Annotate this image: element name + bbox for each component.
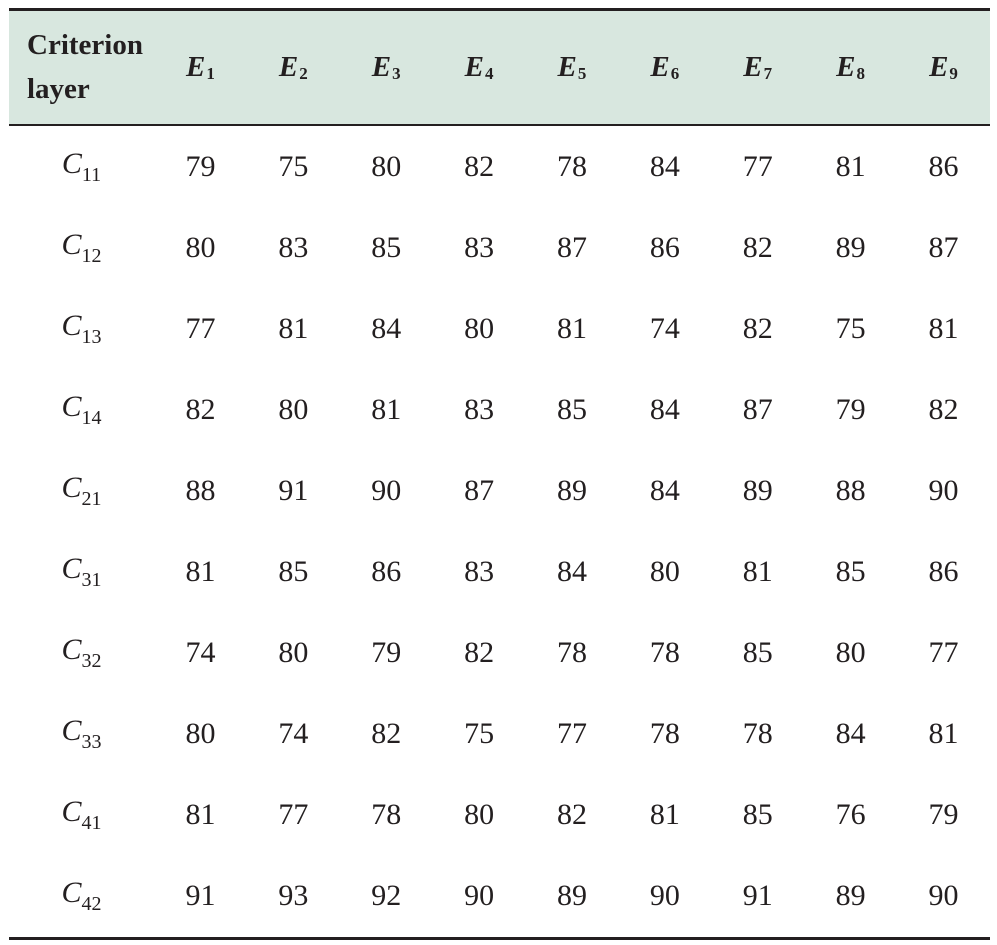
criterion-letter: C bbox=[61, 552, 82, 585]
expert-header-subscript: 7 bbox=[763, 63, 773, 83]
expert-header-letter: E bbox=[743, 50, 763, 83]
score-cell: 77 bbox=[742, 149, 773, 183]
criterion-label-cell bbox=[9, 208, 154, 289]
criterion-layer-header bbox=[9, 10, 154, 125]
expert-header-subscript: 9 bbox=[949, 63, 958, 83]
score-cell: 82 bbox=[556, 798, 587, 831]
score-cell: 84 bbox=[649, 393, 680, 426]
score-cell: 79 bbox=[928, 798, 959, 831]
expert-header-e4 bbox=[433, 10, 526, 125]
score-cell: 82 bbox=[371, 717, 402, 750]
score-cell: 90 bbox=[649, 879, 680, 912]
score-cell: 80 bbox=[464, 798, 495, 831]
expert-header-letter: E bbox=[278, 50, 299, 83]
expert-header-e5 bbox=[526, 10, 619, 125]
score-cell: 84 bbox=[649, 149, 680, 183]
expert-header-letter: E bbox=[186, 50, 206, 83]
expert-header-letter: E bbox=[557, 50, 577, 83]
score-cell: 92 bbox=[371, 879, 402, 912]
expert-score-table bbox=[9, 8, 990, 940]
criterion-label-cell bbox=[9, 532, 154, 613]
score-cell: 79 bbox=[185, 149, 216, 183]
score-cell: 90 bbox=[464, 879, 495, 912]
score-cell: 86 bbox=[928, 555, 959, 588]
expert-header-e6 bbox=[618, 10, 711, 125]
expert-header-letter: E bbox=[836, 50, 856, 83]
score-cell: 87 bbox=[464, 474, 495, 507]
criterion-letter: C bbox=[61, 471, 82, 504]
criterion-letter: C bbox=[61, 146, 82, 180]
criterion-subscript: 11 bbox=[81, 163, 102, 186]
criterion-header-line1: Criterion bbox=[27, 29, 143, 62]
score-cell: 77 bbox=[278, 798, 309, 831]
score-cell: 81 bbox=[185, 555, 216, 588]
table-body bbox=[9, 125, 990, 939]
expert-header-letter: E bbox=[464, 50, 484, 83]
score-cell: 77 bbox=[185, 312, 216, 345]
expert-header-subscript: 5 bbox=[577, 63, 587, 83]
score-cell: 85 bbox=[556, 393, 587, 426]
table-row bbox=[9, 125, 990, 208]
expert-header-subscript: 2 bbox=[299, 63, 308, 83]
table-row bbox=[9, 451, 990, 532]
criterion-label-cell bbox=[9, 775, 154, 856]
score-cell: 91 bbox=[742, 879, 773, 912]
expert-header-letter: E bbox=[371, 50, 392, 83]
criterion-subscript: 12 bbox=[81, 245, 102, 267]
criterion-subscript: 14 bbox=[81, 407, 102, 429]
score-cell: 82 bbox=[928, 393, 959, 426]
score-cell: 81 bbox=[185, 798, 216, 831]
score-cell: 82 bbox=[742, 312, 773, 345]
criterion-letter: C bbox=[61, 714, 82, 747]
score-cell: 77 bbox=[556, 717, 587, 750]
score-cell: 80 bbox=[278, 636, 309, 669]
score-cell: 84 bbox=[649, 474, 680, 507]
score-cell: 88 bbox=[185, 474, 216, 507]
score-cell: 88 bbox=[835, 474, 866, 507]
criterion-subscript: 42 bbox=[81, 893, 102, 915]
score-cell: 74 bbox=[185, 636, 216, 669]
score-cell: 87 bbox=[556, 231, 587, 264]
score-cell: 81 bbox=[371, 393, 402, 426]
score-cell: 80 bbox=[371, 149, 402, 183]
score-cell: 80 bbox=[649, 555, 680, 588]
score-cell: 76 bbox=[835, 798, 866, 831]
score-cell: 89 bbox=[742, 474, 773, 507]
expert-header-letter: E bbox=[650, 50, 670, 83]
score-cell: 75 bbox=[835, 312, 866, 345]
criterion-label-cell bbox=[9, 370, 154, 451]
expert-header-e2 bbox=[247, 10, 340, 125]
score-cell: 93 bbox=[278, 879, 309, 912]
score-cell: 79 bbox=[371, 636, 402, 669]
score-cell: 91 bbox=[278, 474, 309, 507]
score-cell: 85 bbox=[742, 798, 773, 831]
score-cell: 74 bbox=[649, 312, 680, 345]
criterion-subscript: 32 bbox=[81, 650, 102, 672]
expert-header-subscript: 6 bbox=[670, 63, 680, 83]
score-cell: 78 bbox=[649, 636, 680, 669]
table-row bbox=[9, 370, 990, 451]
score-cell: 86 bbox=[371, 555, 402, 588]
score-cell: 81 bbox=[649, 798, 680, 831]
score-cell: 85 bbox=[835, 555, 866, 588]
criterion-label-cell bbox=[9, 451, 154, 532]
score-cell: 75 bbox=[464, 717, 495, 750]
table-row bbox=[9, 289, 990, 370]
expert-header-subscript: 4 bbox=[484, 63, 494, 83]
score-cell: 86 bbox=[649, 231, 680, 264]
table-header bbox=[9, 10, 990, 125]
header-row bbox=[9, 10, 990, 125]
criterion-letter: C bbox=[61, 633, 82, 666]
score-cell: 80 bbox=[185, 231, 216, 264]
criterion-letter: C bbox=[61, 228, 82, 261]
expert-header-letter: E bbox=[929, 50, 949, 83]
score-cell: 89 bbox=[835, 231, 866, 264]
criterion-letter: C bbox=[61, 795, 82, 828]
score-cell: 89 bbox=[556, 474, 587, 507]
score-cell: 82 bbox=[464, 149, 495, 183]
score-cell: 91 bbox=[185, 879, 216, 912]
criterion-label-cell bbox=[9, 856, 154, 939]
score-cell: 82 bbox=[742, 231, 773, 264]
expert-header-e3 bbox=[340, 10, 433, 125]
criterion-subscript: 31 bbox=[81, 569, 102, 591]
criterion-label-cell bbox=[9, 613, 154, 694]
score-cell: 83 bbox=[464, 231, 495, 264]
score-cell: 78 bbox=[556, 636, 587, 669]
score-cell: 80 bbox=[278, 393, 309, 426]
criterion-letter: C bbox=[61, 390, 82, 423]
score-cell: 83 bbox=[278, 231, 309, 264]
score-cell: 84 bbox=[556, 555, 587, 588]
score-cell: 87 bbox=[742, 393, 773, 426]
table-row bbox=[9, 694, 990, 775]
score-cell: 86 bbox=[928, 149, 959, 183]
expert-header-subscript: 8 bbox=[856, 63, 865, 83]
score-cell: 81 bbox=[928, 312, 959, 345]
expert-header-e8 bbox=[804, 10, 897, 125]
expert-score-table-container bbox=[9, 8, 990, 940]
score-cell: 89 bbox=[556, 879, 587, 912]
expert-header-e9 bbox=[897, 10, 990, 125]
score-cell: 74 bbox=[278, 717, 309, 750]
score-cell: 78 bbox=[649, 717, 680, 750]
score-cell: 79 bbox=[835, 393, 866, 426]
score-cell: 78 bbox=[556, 149, 587, 183]
criterion-letter: C bbox=[61, 876, 82, 909]
table-row bbox=[9, 856, 990, 939]
score-cell: 83 bbox=[464, 393, 495, 426]
criterion-subscript: 33 bbox=[81, 731, 102, 753]
score-cell: 81 bbox=[742, 555, 773, 588]
expert-header-subscript: 3 bbox=[392, 63, 401, 83]
criterion-label-cell bbox=[9, 289, 154, 370]
score-cell: 80 bbox=[464, 312, 495, 345]
score-cell: 90 bbox=[371, 474, 402, 507]
score-cell: 80 bbox=[185, 717, 216, 750]
table-row bbox=[9, 532, 990, 613]
table-row bbox=[9, 775, 990, 856]
expert-header-e7 bbox=[711, 10, 804, 125]
table-row bbox=[9, 208, 990, 289]
score-cell: 78 bbox=[371, 798, 402, 831]
score-cell: 87 bbox=[928, 231, 959, 264]
score-cell: 81 bbox=[278, 312, 309, 345]
score-cell: 81 bbox=[835, 149, 866, 183]
score-cell: 83 bbox=[464, 555, 495, 588]
score-cell: 77 bbox=[928, 636, 959, 669]
criterion-letter: C bbox=[61, 309, 82, 342]
score-cell: 89 bbox=[835, 879, 866, 912]
score-cell: 82 bbox=[464, 636, 495, 669]
score-cell: 84 bbox=[835, 717, 866, 750]
criterion-header-line2: layer bbox=[27, 73, 90, 106]
score-cell: 85 bbox=[371, 231, 402, 264]
score-cell: 90 bbox=[928, 879, 959, 912]
score-cell: 85 bbox=[278, 555, 309, 588]
table-row bbox=[9, 613, 990, 694]
expert-header-e1 bbox=[154, 10, 247, 125]
expert-header-subscript: 1 bbox=[206, 63, 215, 83]
score-cell: 81 bbox=[556, 312, 587, 345]
score-cell: 84 bbox=[371, 312, 402, 345]
score-cell: 78 bbox=[742, 717, 773, 750]
criterion-subscript: 13 bbox=[81, 326, 102, 348]
score-cell: 81 bbox=[928, 717, 959, 750]
score-cell: 82 bbox=[185, 393, 216, 426]
score-cell: 75 bbox=[278, 149, 309, 183]
score-cell: 80 bbox=[835, 636, 866, 669]
criterion-subscript: 41 bbox=[81, 812, 102, 834]
criterion-subscript: 21 bbox=[81, 488, 102, 510]
score-cell: 90 bbox=[928, 474, 959, 507]
score-cell: 85 bbox=[742, 636, 773, 669]
criterion-label-cell bbox=[9, 694, 154, 775]
criterion-label-cell bbox=[9, 125, 154, 208]
